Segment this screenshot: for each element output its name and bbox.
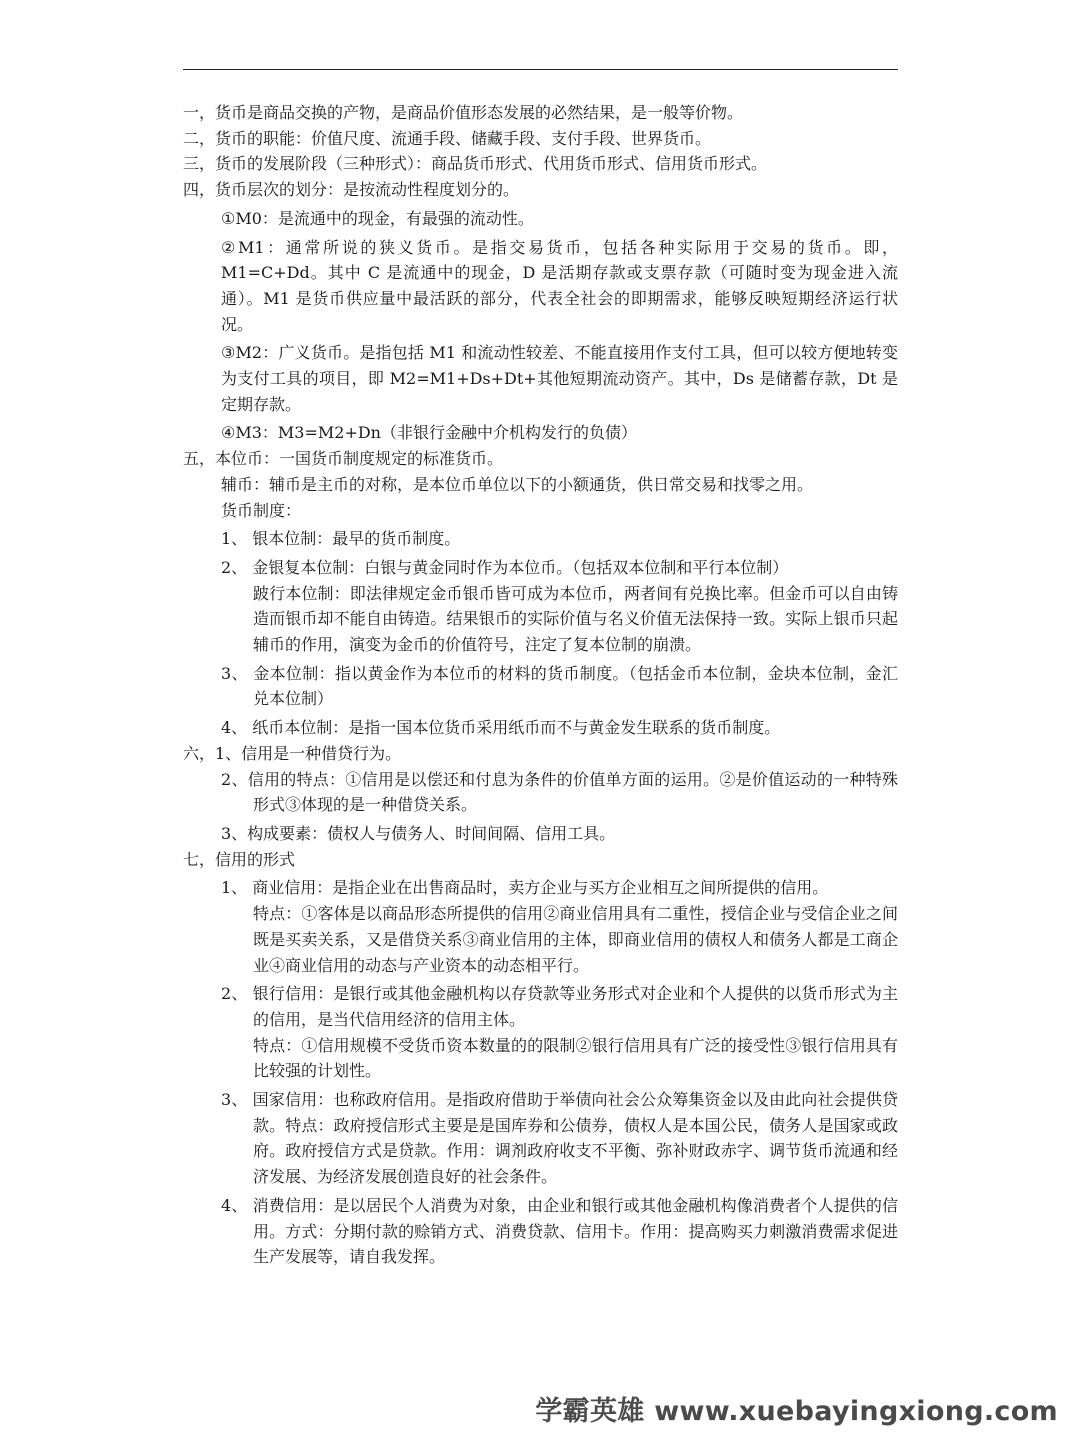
item-7: 七，信用的形式 [183, 849, 296, 869]
item-2: 二，货币的职能：价值尺度、流通手段、储藏手段、支付手段、世界货币。 [183, 128, 712, 148]
m0-paragraph: ①M0：是流通中的现金，有最强的流动性。 [221, 208, 534, 228]
m2-paragraph: ③M2：广义货币。是指包括 M1 和流动性较差、不能直接用作支付工具，但可以较方便地转变为支付工具的项目，即 M2=M1+Ds+Dt+其他短期流动资产。其中，Ds 是储蓄存款，Dt 是定期存款。 [221, 343, 898, 414]
item-3: 三，货币的发展阶段（三种形式）：商品货币形式、代用货币形式、信用货币形式。 [183, 154, 768, 174]
commercial-credit-item: 1、 商业信用：是指企业在出售商品时，卖方企业与买方企业相互之间所提供的信用。 [221, 878, 829, 898]
m1-paragraph: ②M1：通常所说的狭义货币。是指交易货币，包括各种实际用于交易的货币。即，M1=C+Dd。其中 C 是流通中的现金，D 是活期存款或支票存款（可随时变为现金进入流通）。M1 是货币供应量中最活跃的部分，代表全社会的即期需求，能够反映短期经济运行状况。 [221, 237, 898, 334]
commercial-credit-features: 特点：①客体是以商品形态所提供的信用②商业信用具有二重性，授信企业与受信企业之间既是买卖关系，又是借贷关系③商业信用的主体，即商业信用的债权人和债务人都是工商企业④商业信用的动态与产业资本的动态相平行。 [253, 904, 898, 975]
credit-features-item: 2、信用的特点：①信用是以偿还和付息为条件的价值单方面的运用。②是价值运动的一种特殊形式③体现的是一种借贷关系。 [221, 769, 898, 815]
document-body [183, 100, 898, 1270]
bank-credit-features: 特点：①信用规模不受货币资本数量的的限制②银行信用具有广泛的接受性③银行信用具有比较强的计划性。 [253, 1035, 898, 1081]
consumer-credit-item: 4、 消费信用：是以居民个人消费为对象，由企业和银行或其他金融机构像消费者个人提供的信用。方式：分期付款的赊销方式、消费贷款、信用卡。作用：提高购买力刺激消费需求促进生产发展等，请自我发挥。 [221, 1195, 898, 1267]
m3-paragraph: ④M3：M3=M2+Dn（非银行金融中介机构发行的负债） [221, 423, 637, 443]
bank-credit-item: 2、 银行信用：是银行或其他金融机构以存贷款等业务形式对企业和个人提供的以货币形式为主的信用，是当代信用经济的信用主体。 [221, 984, 898, 1029]
silver-standard-item: 1、 银本位制：最早的货币制度。 [221, 529, 461, 549]
header-rule [183, 69, 898, 70]
bimetallic-item: 2、 金银复本位制：白银与黄金同时作为本位币。（包括双本位制和平行本位制） [221, 557, 789, 577]
paper-standard-item: 4、 纸币本位制：是指一国本位货币采用纸币而不与黄金发生联系的货币制度。 [221, 718, 781, 738]
subsidiary-coin-paragraph: 辅币：辅币是主币的对称，是本位币单位以下的小额通货，供日常交易和找零之用。 [221, 474, 814, 494]
credit-elements-item: 3、构成要素：债权人与债务人、时间间隔、信用工具。 [221, 823, 616, 843]
monetary-system-heading: 货币制度： [221, 500, 302, 520]
item-4: 四，货币层次的划分：是按流动性程度划分的。 [183, 180, 520, 200]
state-credit-item: 3、 国家信用：也称政府信用。是指政府借助于举债向社会公众筹集资金以及由此向社会提供贷款。特点：政府授信形式主要是是国库券和公债券，债权人是本国公民，债务人是国家或政府。政府授信方式是贷款。作用：调剂政府收支不平衡、弥补财政赤字、调节货币流通和经济发展、为经济发展创造良好的社会条件。 [221, 1090, 898, 1187]
site-watermark: 学霸英雄 www.xuebayingxiong.com [535, 1396, 1058, 1427]
gold-standard-item: 3、 金本位制：指以黄金作为本位币的材料的货币制度。（包括金币本位制，金块本位制，金汇兑本位制） [221, 663, 898, 709]
limping-standard-paragraph: 跛行本位制：即法律规定金币银币皆可成为本位币，两者间有兑换比率。但金币可以自由铸造而银币却不能自由铸造。结果银币的实际价值与名义价值无法保持一致。实际上银币只起辅币的作用，演变为金币的价值符号，注定了复本位制的崩溃。 [253, 583, 898, 655]
item-5: 五，本位币：一国货币制度规定的标准货币。 [183, 449, 504, 469]
item-1: 一，货币是商品交换的产物，是商品价值形态发展的必然结果，是一般等价物。 [183, 103, 744, 122]
item-6: 六，1、信用是一种借贷行为。 [183, 743, 402, 763]
